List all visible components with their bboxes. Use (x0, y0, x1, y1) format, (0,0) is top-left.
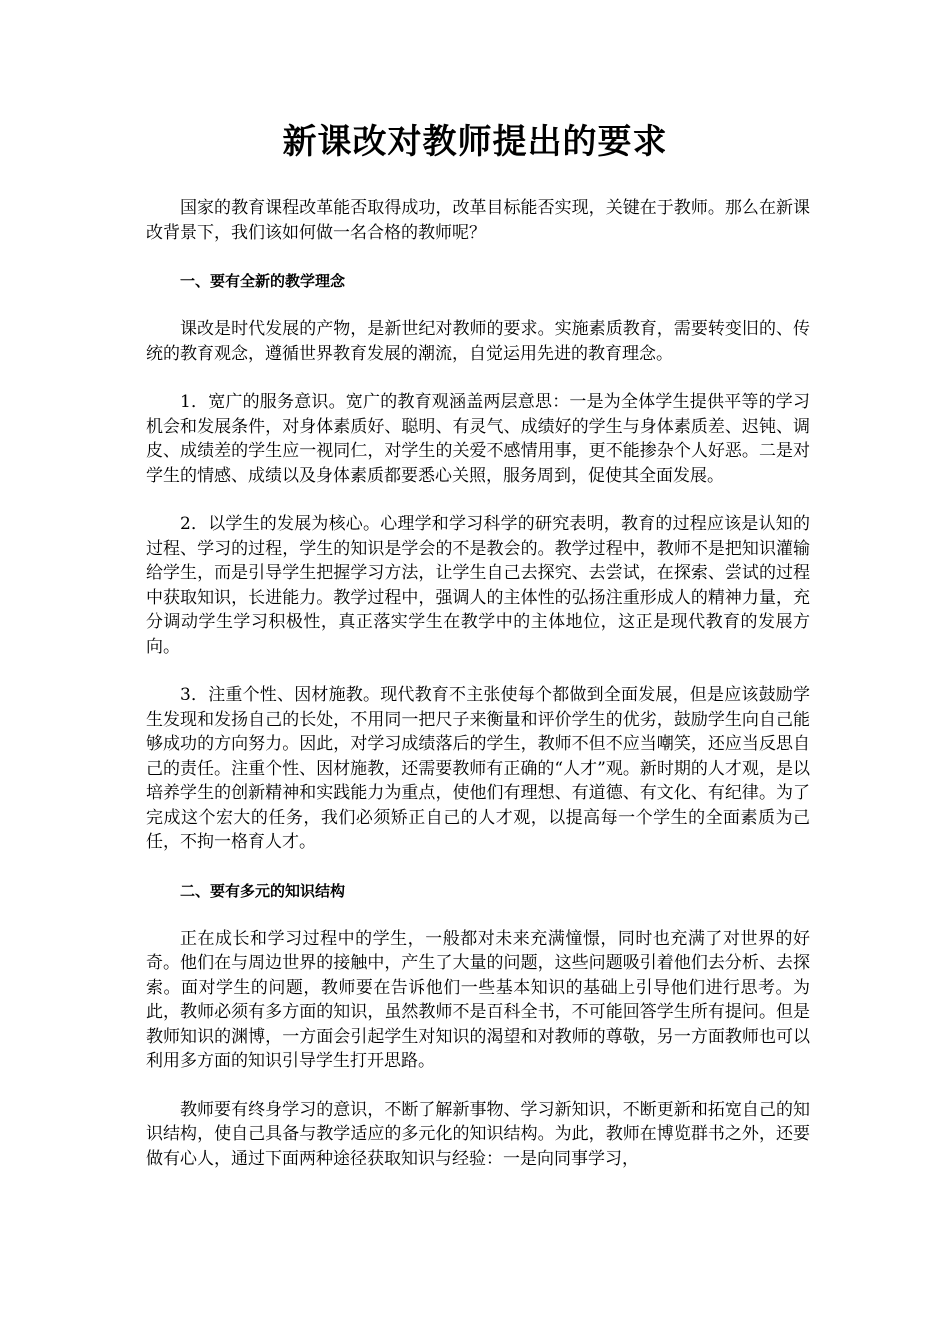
section-1-paragraph-1: 课改是时代发展的产物，是新世纪对教师的要求。实施素质教育，需要转变旧的、传统的教育观念，遵循世界教育发展的潮流，自觉运用先进的教育理念。 (146, 319, 810, 364)
section-1-paragraph-3: 2．以学生的发展为核心。心理学和学习科学的研究表明，教育的过程应该是认知的过程、学习的过程，学生的知识是学会的不是教会的。教学过程中，教师不是把知识灌输给学生，而是引导学生把握学习方法，让学生自己去探究、去尝试，在探索、尝试的过程中获取知识，长进能力。教学过程中，强调人的主体性的弘扬注重形成人的精神力量，充分调动学生学习积极性，真正落实学生在教学中的主体地位，这正是现代教育的发展方向。 (146, 514, 810, 657)
section-2-paragraph-2: 教师要有终身学习的意识，不断了解新事物、学习新知识，不断更新和拓宽自己的知识结构，使自己具备与教学适应的多元化的知识结构。为此，教师在博览群书之外，还要做有心人，通过下面两种途径获取知识与经验：一是向同事学习， (146, 1099, 810, 1169)
document-title: 新课改对教师提出的要求 (282, 122, 668, 162)
intro-paragraph: 国家的教育课程改革能否取得成功，改革目标能否实现，关键在于教师。那么在新课改背景下，我们该如何做一名合格的教师呢？ (146, 198, 810, 243)
section-1-paragraph-2: 1．宽广的服务意识。宽广的教育观涵盖两层意思：一是为全体学生提供平等的学习机会和发展条件，对身体素质好、聪明、有灵气、成绩好的学生与身体素质差、迟钝、调皮、成绩差的学生应一视同仁，对学生的关爱不感情用事，更不能掺杂个人好恶。二是对学生的情感、成绩以及身体素质都要悉心关照，服务周到，促使其全面发展。 (146, 392, 810, 486)
section-2-paragraph-1: 正在成长和学习过程中的学生，一般都对未来充满憧憬，同时也充满了对世界的好奇。他们在与周边世界的接触中，产生了大量的问题，这些问题吸引着他们去分析、去探索。面对学生的问题，教师要在告诉他们一些基本知识的基础上引导他们进行思考。为此，教师必须有多方面的知识，虽然教师不是百科全书，不可能回答学生所有提问。但是教师知识的渊博，一方面会引起学生对知识的渴望和对教师的尊敬，另一方面教师也可以利用多方面的知识引导学生打开思路。 (146, 928, 810, 1071)
section-1-paragraph-4: 3．注重个性、因材施教。现代教育不主张使每个都做到全面发展，但是应该鼓励学生发现和发扬自己的长处，不用同一把尺子来衡量和评价学生的优劣，鼓励学生向自己能够成功的方向努力。因此，对学习成绩落后的学生，教师不但不应当嘲笑，还应当反思自己的责任。注重个性、因材施教，还需要教师有正确的“人才”观。新时期的人才观，是以培养学生的创新精神和实践能力为重点，使他们有理想、有道德、有文化、有纪律。为了完成这个宏大的任务，我们必须矫正自己的人才观，以提高每一个学生的全面素质为己任，不拘一格育人才。 (146, 685, 810, 852)
section-1-heading: 一、要有全新的教学理念 (180, 272, 346, 290)
section-2-heading: 二、要有多元的知识结构 (180, 881, 346, 900)
document-body (146, 196, 810, 1195)
